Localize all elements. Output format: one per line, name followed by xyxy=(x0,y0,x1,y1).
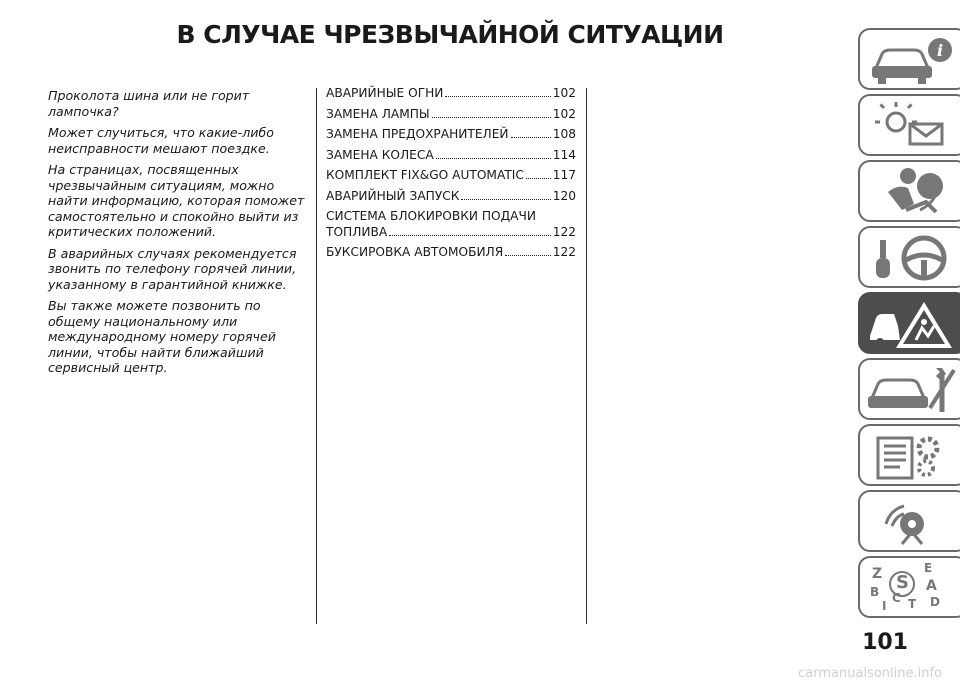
toc-title: ЗАМЕНА ЛАМПЫ xyxy=(326,106,430,121)
index-letter: Z xyxy=(872,566,883,582)
index-letter: I xyxy=(882,599,887,613)
index-letter: B xyxy=(870,585,880,599)
index-letter: E xyxy=(924,561,933,575)
toc-title: КОМПЛЕКТ FIX&GO AUTOMATIC xyxy=(326,168,524,182)
car-maintenance-icon xyxy=(866,362,960,416)
intro-paragraph: На страницах, посвященных чрезвычайным ситуациям, можно найти информацию, которая поможет самостоятельно и спокойно выйти из критических положений. xyxy=(48,162,305,239)
tab-driving[interactable] xyxy=(858,226,960,288)
toc-page: 120 xyxy=(552,188,576,203)
intro-paragraph: Может случиться, что какие-либо неисправности мешают поездке. xyxy=(48,125,274,156)
index-letter: T xyxy=(908,597,917,611)
toc-page: 122 xyxy=(552,245,576,259)
index-letters-icon xyxy=(866,560,960,614)
column-divider-right xyxy=(586,88,587,624)
toc-entry[interactable] xyxy=(326,127,576,143)
tab-car-info[interactable] xyxy=(858,28,960,90)
toc-leader xyxy=(445,86,550,97)
page-title: В СЛУЧАЕ ЧРЕЗВЫЧАЙНОЙ СИТУАЦИИ xyxy=(176,20,724,49)
toc-entry[interactable] xyxy=(326,107,576,123)
toc-leader xyxy=(432,107,551,118)
toc-page: 102 xyxy=(552,106,576,121)
toc-page: 108 xyxy=(552,127,576,141)
column-divider-left xyxy=(316,88,317,624)
watermark: carmanualsonline.info xyxy=(798,666,942,681)
toc-title: АВАРИЙНЫЙ ЗАПУСК xyxy=(326,188,460,203)
airbag-safety-icon xyxy=(866,164,960,218)
toc-title: АВАРИЙНЫЕ ОГНИ xyxy=(326,86,444,100)
index-letter: A xyxy=(926,578,937,594)
toc-entry[interactable] xyxy=(326,189,576,205)
toc-leader xyxy=(461,189,550,200)
toc-title: ЗАМЕНА ПРЕДОХРАНИТЕЛЕЙ xyxy=(326,127,509,141)
tab-safety[interactable] xyxy=(858,160,960,222)
toc-page: 102 xyxy=(552,86,576,100)
page-number: 101 xyxy=(862,630,908,655)
index-letter: C xyxy=(892,591,901,605)
warning-lights-icon xyxy=(866,98,960,152)
toc-title: СИСТЕМА БЛОКИРОВКИ ПОДАЧИ xyxy=(326,209,536,223)
toc-leader xyxy=(389,225,551,236)
svg-text:i: i xyxy=(936,41,944,60)
toc-leader xyxy=(511,127,551,138)
toc-entry[interactable] xyxy=(326,86,576,102)
toc-title: ТОПЛИВА xyxy=(326,224,388,239)
tab-maintenance[interactable] xyxy=(858,358,960,420)
toc-page: 122 xyxy=(552,224,576,239)
tab-multimedia[interactable] xyxy=(858,490,960,552)
intro-paragraph: Вы также можете позвонить по общему национальному или международному номеру горячей линии, чтобы найти ближайший сервисный центр. xyxy=(48,298,276,375)
toc-entry[interactable] xyxy=(326,168,576,184)
toc-title: ЗАМЕНА КОЛЕСА xyxy=(326,147,434,162)
toc-leader xyxy=(505,245,551,256)
index-letter: S xyxy=(896,572,909,593)
tab-emergency[interactable] xyxy=(858,292,960,354)
emergency-triangle-icon xyxy=(866,296,960,350)
tab-technical-data[interactable] xyxy=(858,424,960,486)
intro-paragraph: В аварийных случаях рекомендуется звонить по телефону горячей линии, указанному в гарантийной книжке. xyxy=(48,245,297,292)
tab-index[interactable] xyxy=(858,556,960,618)
table-of-contents xyxy=(326,86,576,266)
toc-leader xyxy=(526,168,551,179)
intro-paragraph: Проколота шина или не горит лампочка? xyxy=(48,88,250,119)
steering-wheel-icon xyxy=(866,230,960,284)
toc-title: БУКСИРОВКА АВТОМОБИЛЯ xyxy=(326,245,504,259)
technical-data-icon xyxy=(866,428,960,482)
tab-warning-lights[interactable] xyxy=(858,94,960,156)
toc-entry[interactable] xyxy=(326,245,576,261)
multimedia-icon xyxy=(866,494,960,548)
intro-text xyxy=(48,88,310,382)
toc-page: 117 xyxy=(552,168,576,182)
car-info-icon xyxy=(866,32,960,86)
toc-leader xyxy=(436,148,551,159)
index-letter: D xyxy=(930,595,940,609)
toc-entry[interactable] xyxy=(326,209,576,240)
toc-page: 114 xyxy=(552,147,576,162)
toc-entry[interactable] xyxy=(326,148,576,164)
